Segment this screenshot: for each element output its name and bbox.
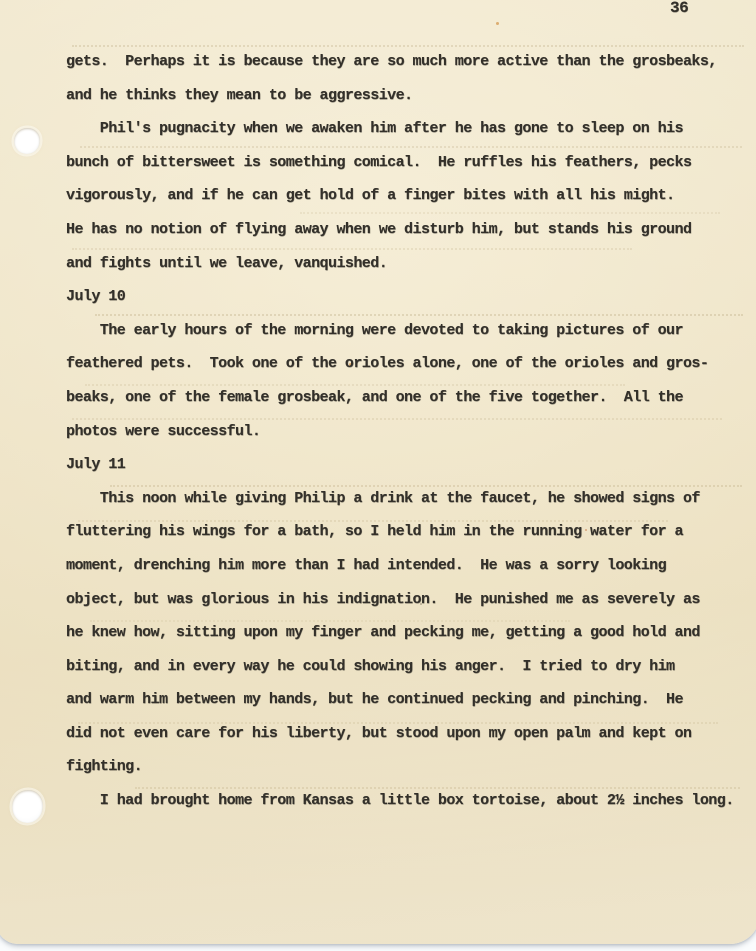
typed-line-21: did not even care for his liberty, but stood upon my open palm and kept on: [66, 724, 692, 742]
typed-line-17: object, but was glorious in his indignation. He punished me as severely as: [66, 590, 700, 608]
typed-line-7: and fights until we leave, vanquished.: [66, 254, 388, 272]
punch-hole-bottom: [12, 790, 43, 823]
typed-line-18: he knew how, sitting upon my finger and pecking me, getting a good hold and: [66, 624, 700, 642]
typed-line-15: fluttering his wings for a bath, so I held him in the running water for a: [66, 523, 683, 541]
typed-line-10: feathered pets. Took one of the orioles alone, one of the orioles and gros-: [66, 355, 709, 373]
typed-line-8: July 10: [66, 288, 126, 306]
punch-hole-top: [14, 128, 40, 154]
typed-line-19: biting, and in every way he could showing his anger. I tried to dry him: [66, 657, 675, 675]
typed-text: [66, 45, 752, 818]
typed-line-2: and he thinks they mean to be aggressive.: [66, 86, 413, 104]
typed-line-6: He has no notion of flying away when we disturb him, but stands his ground: [66, 220, 692, 238]
typed-line-13: July 11: [66, 456, 126, 474]
typed-line-12: photos were successful.: [66, 422, 261, 440]
typed-line-20: and warm him between my hands, but he continued pecking and pinching. He: [66, 691, 683, 709]
typed-line-4: bunch of bittersweet is something comical. He ruffles his feathers, pecks: [66, 153, 692, 171]
typed-line-5: vigorously, and if he can get hold of a finger bites with all his might.: [66, 187, 675, 205]
typed-line-23: I had brought home from Kansas a little box tortoise, about 2½ inches long.: [66, 792, 734, 810]
typed-line-22: fighting.: [66, 758, 143, 776]
typed-line-11: beaks, one of the female grosbeak, and one of the five together. All the: [66, 388, 683, 406]
paper-speck: [496, 22, 499, 25]
typed-line-16: moment, drenching him more than I had intended. He was a sorry looking: [66, 556, 667, 574]
typed-line-9: The early hours of the morning were devoted to taking pictures of our: [66, 321, 683, 339]
typed-line-1: gets. Perhaps it is because they are so much more active than the grosbeaks,: [66, 53, 717, 70]
page-number: 36: [670, 0, 689, 17]
typed-line-14: This noon while giving Philip a drink at the faucet, he showed signs of: [66, 489, 700, 507]
typed-line-3: Phil's pugnacity when we awaken him after he has gone to sleep on his: [66, 120, 683, 138]
